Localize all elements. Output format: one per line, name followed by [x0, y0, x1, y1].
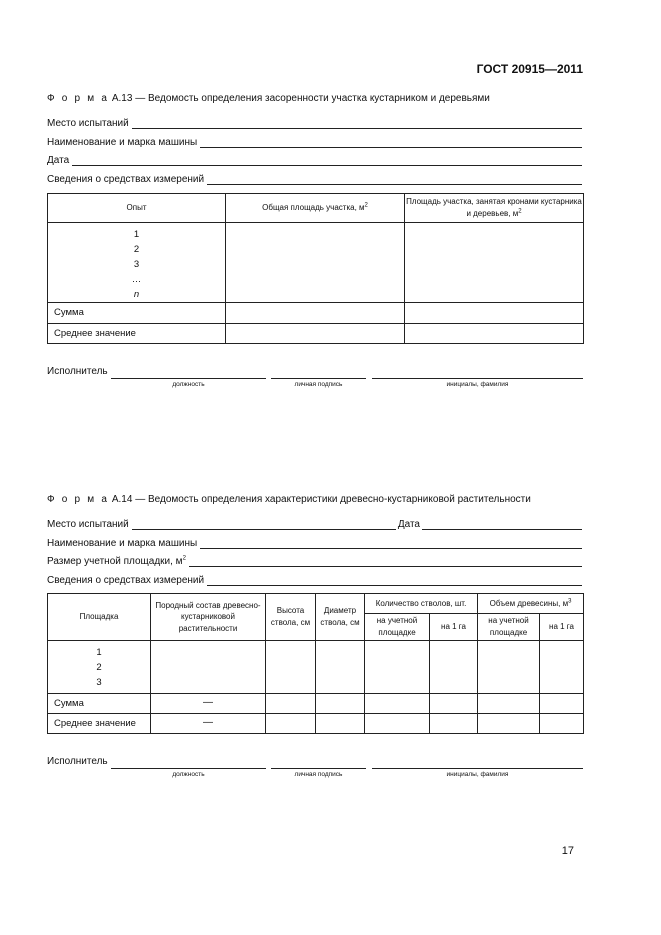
form-14-sign-line [271, 768, 366, 769]
form-14-plot-size-sup: 2 [182, 555, 186, 562]
form-14-sum-volume-ha-cell [540, 694, 584, 714]
form-13-total-area-cell [226, 223, 405, 303]
form-13-trial-numbers [48, 223, 226, 303]
form-14-row-2: 2 [96, 662, 102, 673]
form-14-col-diameter: Диаметр ствола, см [316, 594, 365, 641]
form-14-plot-size-text: Размер учетной площадки, м [47, 556, 183, 567]
form-14-group-volume-text: Объем древесины, м [489, 598, 569, 608]
form-14-sum-count-ha-cell [430, 694, 478, 714]
form-14-plot-size-line [189, 556, 582, 567]
form-14-group-volume [478, 594, 584, 614]
form-14-sum-label: Сумма [48, 694, 151, 714]
form-14-sign-caption: личная подпись [294, 771, 343, 778]
form-13-machine-field [47, 134, 582, 148]
form-14-place-date-field [47, 516, 582, 530]
page-number: 17 [561, 845, 574, 857]
form-13-col-total-area-sup: 2 [364, 202, 368, 209]
form-13-sum-crown-cell [405, 303, 584, 324]
form-14-volume-plot-cell [478, 641, 540, 694]
form-13-row-3: 3 [133, 259, 140, 270]
form-13-avg-total-cell [226, 324, 405, 344]
form-13-sum-label: Сумма [48, 303, 226, 324]
form-13-signature [47, 366, 583, 390]
form-13-header-row [48, 194, 584, 223]
form-14-avg-volume-plot-cell [478, 714, 540, 734]
form-14-instruments-line [207, 575, 582, 586]
form-14-avg-height-cell [266, 714, 316, 734]
form-13-sign-line [271, 378, 366, 379]
form-14-signature-label: Исполнитель [47, 756, 108, 767]
form-14-table [47, 593, 584, 734]
form-14-diameter-cell [316, 641, 365, 694]
form-13-position-caption: должность [172, 381, 205, 388]
form-14-avg-volume-ha-cell [540, 714, 584, 734]
form-14-avg-row [48, 714, 584, 734]
form-14-col-height: Высота ствола, см [266, 594, 316, 641]
form-14-date-label: Дата [397, 519, 420, 530]
form-13-col-total-area-text: Общая площадь участка, м [262, 203, 365, 213]
form-14-data-row [48, 641, 584, 694]
form-14-instruments-field [47, 572, 582, 586]
form-13-sum-total-cell [226, 303, 405, 324]
form-14-sub-volume-plot: на учетной площадке [478, 614, 540, 641]
form-14-sum-row [48, 694, 584, 714]
form-13-avg-label: Среднее значение [48, 324, 226, 344]
form-13-name-line [372, 378, 583, 379]
form-14-sum-volume-plot-cell [478, 694, 540, 714]
form-13-title-prefix: Ф о р м а [47, 93, 110, 104]
form-13-row-n: n [133, 289, 140, 300]
form-14-group-count: Количество стволов, шт. [365, 594, 478, 614]
form-14-col-plot: Площадка [48, 594, 151, 641]
form-13-data-row [48, 223, 584, 303]
form-14-avg-label: Среднее значение [48, 714, 151, 734]
form-14-name-caption: инициалы, фамилия [446, 771, 509, 778]
form-13-row-1: 1 [133, 229, 140, 240]
form-14-sub-volume-ha: на 1 га [540, 614, 584, 641]
form-14-position-line [111, 768, 266, 769]
form-14-sum-count-plot-cell [365, 694, 430, 714]
form-14-plot-size-label [47, 556, 189, 567]
form-14-avg-count-plot-cell [365, 714, 430, 734]
form-13-signature-label: Исполнитель [47, 366, 108, 377]
form-13-crown-area-cell [405, 223, 584, 303]
form-14-avg-count-ha-cell [430, 714, 478, 734]
form-13-instruments-line [207, 174, 582, 185]
document-code: ГОСТ 20915—2011 [476, 62, 583, 76]
form-14-place-label: Место испытаний [47, 519, 129, 530]
form-14-species-cell [151, 641, 266, 694]
form-14-count-plot-cell [365, 641, 430, 694]
form-14-sum-height-cell [266, 694, 316, 714]
form-14-sub-count-ha: на 1 га [430, 614, 478, 641]
form-14-group-volume-sup: 3 [568, 598, 572, 605]
form-14-sum-diameter-cell [316, 694, 365, 714]
form-13-name-caption: инициалы, фамилия [446, 381, 509, 388]
form-13-date-label: Дата [47, 155, 70, 166]
form-14-col-species: Породный состав древесно-кустарниковой растительности [151, 594, 266, 641]
form-14-date-line [422, 519, 582, 530]
form-13-avg-crown-cell [405, 324, 584, 344]
form-14-place-line [132, 519, 396, 530]
form-14-row-3: 3 [96, 677, 102, 688]
form-13-row-ellipsis: … [131, 274, 142, 285]
form-14-volume-ha-cell [540, 641, 584, 694]
form-14-avg-diameter-cell [316, 714, 365, 734]
form-14-header-row-1 [48, 594, 584, 614]
form-14-position-caption: должность [172, 771, 205, 778]
form-14-count-ha-cell [430, 641, 478, 694]
form-13-avg-row [48, 324, 584, 344]
form-13-sum-row [48, 303, 584, 324]
form-13-title [47, 93, 490, 104]
form-14-title-prefix: Ф о р м а [47, 494, 110, 505]
form-13-place-field [47, 115, 582, 129]
form-13-table [47, 193, 584, 344]
form-14-sub-count-plot: на учетной площадке [365, 614, 430, 641]
form-14-plot-size-field [47, 553, 582, 567]
form-13-title-text: А.13 — Ведомость определения засоренности участка кустарником и деревьями [109, 93, 490, 104]
form-14-machine-field [47, 535, 582, 549]
form-14-avg-species-dash: — [151, 714, 266, 734]
form-14-title-text: А.14 — Ведомость определения характеристики древесно-кустарниковой растительности [109, 494, 531, 505]
form-14-signature [47, 756, 583, 780]
form-13-col-crown-area-text: Площадь участка, занятая кронами кустарника и деревьев, м [406, 197, 582, 218]
form-14-title [47, 494, 531, 505]
form-13-instruments-field [47, 171, 582, 185]
form-14-sum-species-dash: — [151, 694, 266, 714]
form-14-machine-line [200, 538, 582, 549]
form-13-place-label: Место испытаний [47, 118, 129, 129]
form-13-col-crown-area [405, 194, 584, 223]
form-14-name-line [372, 768, 583, 769]
form-14-plot-numbers [48, 641, 151, 694]
form-13-machine-label: Наименование и марка машины [47, 137, 198, 148]
form-14-row-1: 1 [96, 647, 102, 658]
form-13-row-2: 2 [133, 244, 140, 255]
form-13-machine-line [200, 137, 582, 148]
form-14-machine-label: Наименование и марка машины [47, 538, 198, 549]
form-13-place-line [132, 118, 582, 129]
form-13-position-line [111, 378, 266, 379]
form-13-date-line [72, 155, 582, 166]
form-13-col-crown-area-sup: 2 [518, 208, 522, 215]
form-13-col-total-area [226, 194, 405, 223]
form-13-col-trial: Опыт [48, 194, 226, 223]
form-13-date-field [47, 152, 582, 166]
form-14-instruments-label: Сведения о средствах измерений [47, 575, 205, 586]
form-13-instruments-label: Сведения о средствах измерений [47, 174, 205, 185]
form-14-height-cell [266, 641, 316, 694]
form-13-sign-caption: личная подпись [294, 381, 343, 388]
